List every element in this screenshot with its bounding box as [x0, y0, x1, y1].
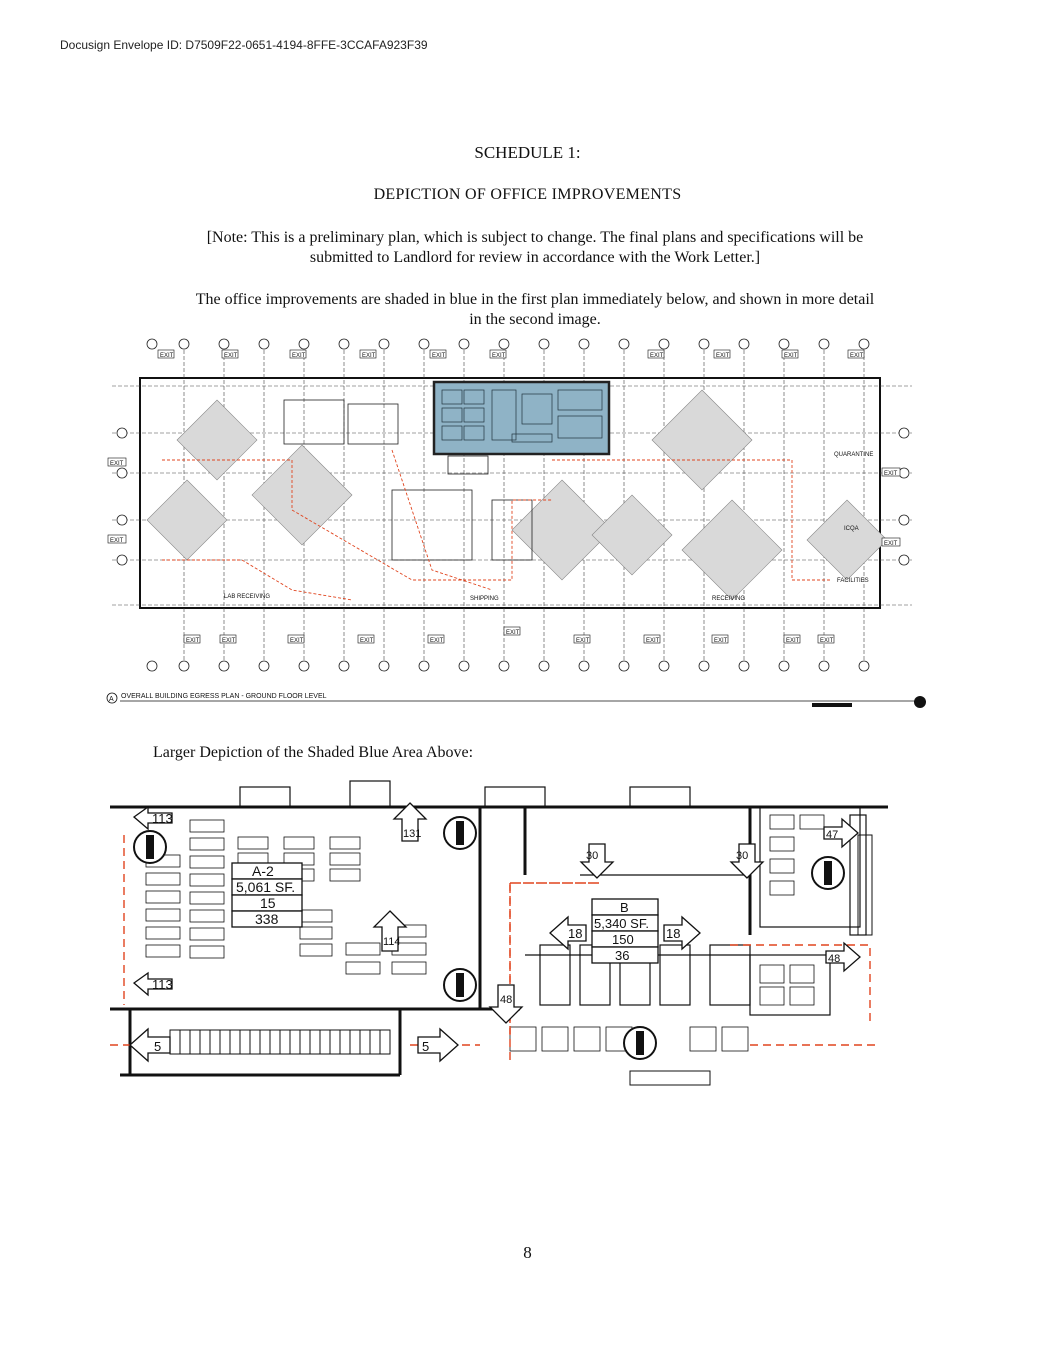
- exit-tag: EXIT: [714, 638, 728, 644]
- arrow-label: 48: [828, 953, 841, 965]
- arrow-label: 114: [383, 936, 401, 948]
- exit-tag: EXIT: [362, 353, 376, 359]
- exit-tag: EXIT: [360, 638, 374, 644]
- room-a-capacity-b: 338: [255, 911, 279, 927]
- arrow-label: 47: [826, 829, 839, 841]
- overall-egress-plan: [92, 330, 930, 715]
- exit-tag: EXIT: [492, 353, 506, 359]
- label-shipping: SHIPPING: [470, 596, 499, 602]
- exit-tag: EXIT: [884, 541, 898, 547]
- exit-tag: EXIT: [576, 638, 590, 644]
- larger-depiction-caption: Larger Depiction of the Shaded Blue Area Above:: [153, 744, 474, 761]
- arrow-label: 131: [403, 828, 422, 840]
- envelope-id: Docusign Envelope ID: D7509F22-0651-4194-8FFE-3CCAFA923F39: [60, 38, 428, 52]
- arrow-label: 5: [422, 1039, 430, 1054]
- svg-text:A: A: [109, 696, 114, 703]
- office-detail-plan: [110, 775, 888, 1097]
- exit-tag: EXIT: [110, 461, 124, 467]
- exit-tag: EXIT: [292, 353, 306, 359]
- note-line-1: [Note: This is a preliminary plan, which is subject to change. The final plans and specifications will be: [206, 229, 864, 246]
- page-number: 8: [523, 1243, 532, 1262]
- room-a-area: 5,061 SF.: [236, 879, 296, 895]
- schedule-title: SCHEDULE 1:: [474, 143, 581, 162]
- preliminary-note: [150, 228, 920, 268]
- exit-tag: EXIT: [224, 353, 238, 359]
- room-b-capacity-a: 150: [612, 932, 634, 947]
- label-icqa: ICQA: [844, 526, 859, 532]
- room-a-capacity-a: 15: [260, 895, 276, 911]
- room-a-name: A-2: [252, 863, 274, 879]
- exit-tag: EXIT: [430, 638, 444, 644]
- room-b-area: 5,340 SF.: [594, 916, 649, 931]
- exit-tag: EXIT: [160, 353, 174, 359]
- arrow-label: 113: [152, 811, 173, 826]
- intro-paragraph: [140, 290, 930, 330]
- arrow-label: 18: [568, 926, 583, 941]
- exit-tag: EXIT: [222, 638, 236, 644]
- arrow-label: 48: [500, 994, 513, 1006]
- intro-line-2: in the second image.: [469, 311, 601, 328]
- exit-tag: EXIT: [186, 638, 200, 644]
- exit-tag: EXIT: [784, 353, 798, 359]
- arrow-label: 18: [666, 926, 681, 941]
- label-quarantine: QUARANTINE: [834, 452, 874, 458]
- exit-tag: EXIT: [650, 353, 664, 359]
- plan-caption: OVERALL BUILDING EGRESS PLAN - GROUND FLOOR LEVEL: [121, 693, 327, 700]
- exit-tag: EXIT: [290, 638, 304, 644]
- exit-tag: EXIT: [850, 353, 864, 359]
- arrow-label: 113: [152, 977, 173, 992]
- exit-tag: EXIT: [646, 638, 660, 644]
- label-receiving: RECEIVING: [712, 596, 746, 602]
- room-b-capacity-b: 36: [615, 948, 630, 963]
- exit-tag: EXIT: [716, 353, 730, 359]
- note-line-2: submitted to Landlord for review in accordance with the Work Letter.]: [309, 249, 761, 266]
- arrow-label: 5: [154, 1039, 162, 1054]
- exit-tag: EXIT: [432, 353, 446, 359]
- exit-tag: EXIT: [506, 630, 520, 636]
- depiction-title: DEPICTION OF OFFICE IMPROVEMENTS: [373, 186, 682, 203]
- label-facilities: FACILITIES: [837, 578, 869, 584]
- exit-tag: EXIT: [110, 538, 124, 544]
- label-lab-receiving: LAB RECEIVING: [224, 594, 271, 600]
- arrow-label: 30: [586, 850, 599, 862]
- arrow-label: 30: [736, 850, 749, 862]
- room-b-name: B: [620, 900, 629, 915]
- intro-line-1: The office improvements are shaded in blue in the first plan immediately below, and shown in more detail: [195, 291, 875, 308]
- exit-tag: EXIT: [820, 638, 834, 644]
- exit-tag: EXIT: [884, 471, 898, 477]
- exit-tag: EXIT: [786, 638, 800, 644]
